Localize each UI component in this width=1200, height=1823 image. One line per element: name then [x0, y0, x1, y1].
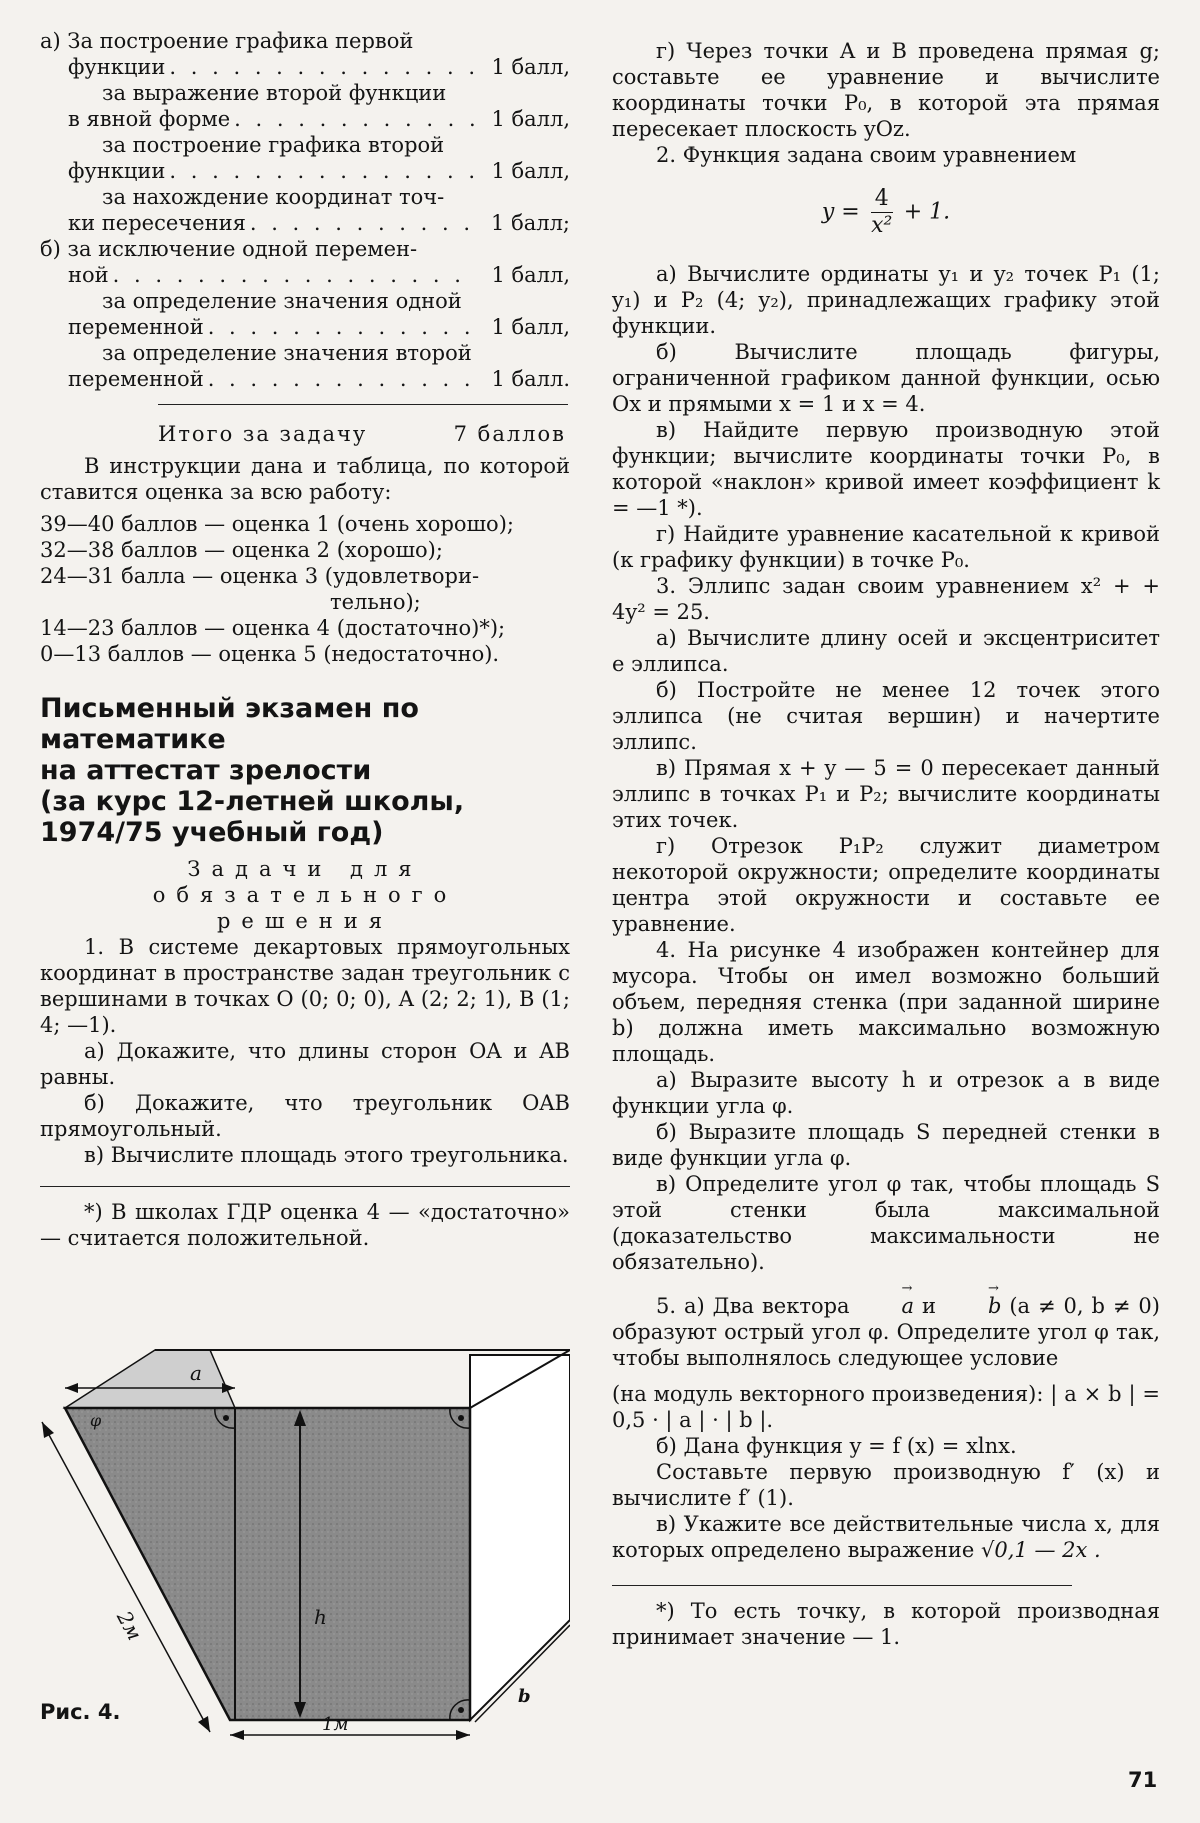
task1-intro: 1. В системе декартовых прямоугольных координат в пространстве задан треугольник с вершинами в точках O (0; 0; 0), A (2; 2; 1), B (1; 4; —1).	[40, 935, 570, 1037]
label-phi: φ	[90, 1411, 102, 1430]
task5-b-1: б) Дана функция y = f (x) = xlnx.	[656, 1434, 1017, 1458]
footnote-left: *) В школах ГДР оценка 4 — «достаточно» — считается положительной.	[40, 1200, 570, 1250]
label-h: h	[314, 1605, 327, 1629]
grade-row: 24—31 балла — оценка 3 (удовлетвори-	[40, 564, 480, 588]
task2-c: в) Найдите первую производную этой функции; вычислите координаты точки P₀, в которой «наклон» кривой имеет коэффициент k = —1 *).	[612, 418, 1160, 520]
task1-d: г) Через точки A и B проведена прямая g; составьте ее уравнение и вычислите координаты точки P₀, в которой эта прямая пересекает плоскость yOz.	[612, 39, 1160, 141]
formula-numerator: 4	[871, 186, 893, 213]
score-points: 1 балл,	[491, 107, 570, 131]
footnote-divider	[40, 1186, 570, 1187]
heading-line: на аттестат зрелости	[40, 755, 372, 786]
scores-a-list	[40, 54, 570, 236]
leader-dots	[208, 366, 474, 392]
score-label: ной	[68, 263, 109, 287]
formula-fraction	[871, 186, 893, 239]
task5-c	[612, 1511, 1160, 1563]
leader-dots	[169, 54, 474, 80]
heading-line: Письменный экзамен по математике	[40, 693, 419, 755]
task5-a-line1: 5. а) Два вектора → a и → b (a ≠ 0, b ≠ 0) образуют острый угол φ. Определите угол φ так, чтобы выполнялось следующее условие	[612, 1293, 1160, 1371]
formula-denominator: x²	[871, 213, 893, 238]
score-line: за определение значения одной	[102, 289, 462, 313]
leader-dots	[208, 314, 474, 340]
score-label: функции	[68, 55, 166, 79]
task5-a-line2	[612, 1381, 1160, 1433]
grade-row: 0—13 баллов — оценка 5 (недостаточно).	[40, 642, 500, 666]
label-b: b	[518, 1686, 531, 1707]
leader-dots	[113, 262, 474, 288]
score-label: в явной форме	[68, 107, 231, 131]
score-line: за определение значения второй	[102, 341, 472, 365]
section-heading	[40, 693, 570, 848]
score-points: 1 балл;	[491, 211, 570, 235]
task1-b: б) Докажите, что треугольник OAB прямоугольный.	[40, 1091, 570, 1141]
instruction-text: В инструкции дана и таблица, по которой ставится оценка за всю работу:	[40, 454, 570, 504]
task4-intro: 4. На рисунке 4 изображен контейнер для мусора. Чтобы он имел возможно больший объем, передняя стенка (при заданной ширине b) должна иметь максимально возможную площадь.	[612, 938, 1160, 1066]
task3-a: а) Вычислите длину осей и эксцентриситет e эллипса.	[612, 626, 1160, 676]
score-row	[68, 366, 570, 392]
scores-b-label: б) за исключение одной перемен-	[40, 237, 418, 261]
divider	[158, 404, 568, 405]
grade-row: тельно);	[330, 590, 421, 614]
task5-a-condition: | a × b | = 0,5 · | a | · | b |.	[612, 1382, 1160, 1432]
task1-c: в) Вычислите площадь этого треугольника.	[84, 1143, 569, 1167]
heading-line: (за курс 12-летней школы,	[40, 786, 465, 817]
score-line: за построение графика второй	[102, 133, 445, 157]
task1-a: а) Докажите, что длины сторон OA и AB равны.	[40, 1039, 570, 1089]
page-number: 71	[1128, 1768, 1158, 1792]
task5-b-2: Составьте первую производную f′ (x) и вычислите f′ (1).	[612, 1460, 1160, 1510]
footnote-divider-right	[612, 1585, 1072, 1586]
scores-b-list	[40, 262, 570, 392]
heading-line: 1974/75 учебный год)	[40, 817, 384, 848]
side-face	[470, 1355, 570, 1720]
score-points: 1 балл.	[491, 367, 570, 391]
vector-condition: (a ≠ 0, b ≠ 0)	[1009, 1294, 1160, 1318]
top-triangle	[65, 1350, 235, 1408]
task4-a: а) Выразите высоту h и отрезок a в виде функции угла φ.	[612, 1068, 1160, 1118]
task2-b: б) Вычислите площадь фигуры, ограниченной графиком данной функции, осью Ox и прямыми x = 1 и x = 4.	[612, 340, 1160, 416]
score-row	[68, 106, 570, 132]
grade-row: 14—23 баллов — оценка 4 (достаточно)*);	[40, 616, 506, 640]
score-label: функции	[68, 159, 166, 183]
task5-c-text: в) Укажите все действительные числа x, для которых определено выражение	[612, 1512, 1160, 1562]
total-label: Итого за задачу	[158, 422, 368, 446]
leader-dots	[169, 158, 474, 184]
vector-a: → a	[858, 1293, 915, 1319]
task3-c: в) Прямая x + y — 5 = 0 пересекает данный эллипс в точках P₁ и P₂; вычислите координаты этих точек.	[612, 756, 1160, 832]
score-points: 1 балл,	[491, 55, 570, 79]
score-row	[68, 314, 570, 340]
leader-dots	[250, 210, 474, 236]
task5-a-cont: образуют острый угол φ. Определите угол φ так, чтобы выполнялось следующее условие	[612, 1320, 1160, 1370]
leader-dots	[234, 106, 474, 132]
footnote-right: *) То есть точку, в которой производная принимает значение — 1.	[612, 1599, 1160, 1649]
task4-c: в) Определите угол φ так, чтобы площадь S этой стенки была максимальной (доказательство максимальности не обязательно).	[612, 1172, 1160, 1274]
score-points: 1 балл,	[491, 263, 570, 287]
subsection-title-2: решения	[216, 909, 394, 933]
subsection-title: Задачи для обязательного	[152, 857, 458, 907]
total-row	[158, 421, 570, 447]
formula-rhs: + 1.	[903, 199, 951, 225]
total-value: 7 баллов	[453, 422, 566, 446]
figure-container	[30, 1330, 570, 1740]
score-points: 1 балл,	[491, 315, 570, 339]
task3-b: б) Постройте не менее 12 точек этого эллипса (не считая вершин) и начертите эллипс.	[612, 678, 1160, 754]
scores-a-label: а) За построение графика первой	[40, 29, 414, 53]
task5-a-start: 5. а) Два вектора	[656, 1294, 850, 1318]
score-row	[68, 158, 570, 184]
task5-c-expression: √0,1 — 2x .	[981, 1538, 1101, 1562]
label-1m: 1м	[322, 1714, 349, 1735]
task3-d: г) Отрезок P₁P₂ служит диаметром некоторой окружности; определите координаты центра этой окружности и составьте ее уравнение.	[612, 834, 1160, 936]
left-column	[40, 28, 570, 1251]
label-a: a	[190, 1361, 202, 1385]
score-line: за выражение второй функции	[102, 81, 447, 105]
task4-b: б) Выразите площадь S передней стенки в виде функции угла φ.	[612, 1120, 1160, 1170]
label-2m: 2м	[112, 1606, 148, 1645]
score-label: переменной	[68, 367, 204, 391]
vector-b: → b	[944, 1293, 1001, 1319]
grade-row: 32—38 баллов — оценка 2 (хорошо);	[40, 538, 443, 562]
formula-lhs: y =	[821, 199, 860, 225]
score-row	[68, 262, 570, 288]
score-row	[68, 54, 570, 80]
grades-table	[40, 511, 570, 667]
task3-intro: 3. Эллипс задан своим уравнением x² + + 4y² = 25.	[612, 574, 1160, 624]
container-figure	[30, 1330, 570, 1740]
score-label: переменной	[68, 315, 204, 339]
score-points: 1 балл,	[491, 159, 570, 183]
score-label: ки пересечения	[68, 211, 246, 235]
task5-a-note: (на модуль векторного произведения):	[612, 1382, 1044, 1406]
score-line: за нахождение координат точ-	[102, 185, 445, 209]
task2-formula	[612, 186, 1160, 239]
task2-d: г) Найдите уравнение касательной к кривой (к графику функции) в точке P₀.	[612, 522, 1160, 572]
task2-intro: 2. Функция задана своим уравнением	[656, 143, 1077, 167]
right-column	[612, 38, 1160, 1650]
grade-row: 39—40 баллов — оценка 1 (очень хорошо);	[40, 512, 514, 536]
task2-a: а) Вычислите ординаты y₁ и y₂ точек P₁ (1; y₁) и P₂ (4; y₂), принадлежащих графику этой функции.	[612, 262, 1160, 338]
score-row	[68, 210, 570, 236]
figure-caption: Рис. 4.	[40, 1700, 121, 1724]
front-face	[65, 1408, 470, 1720]
